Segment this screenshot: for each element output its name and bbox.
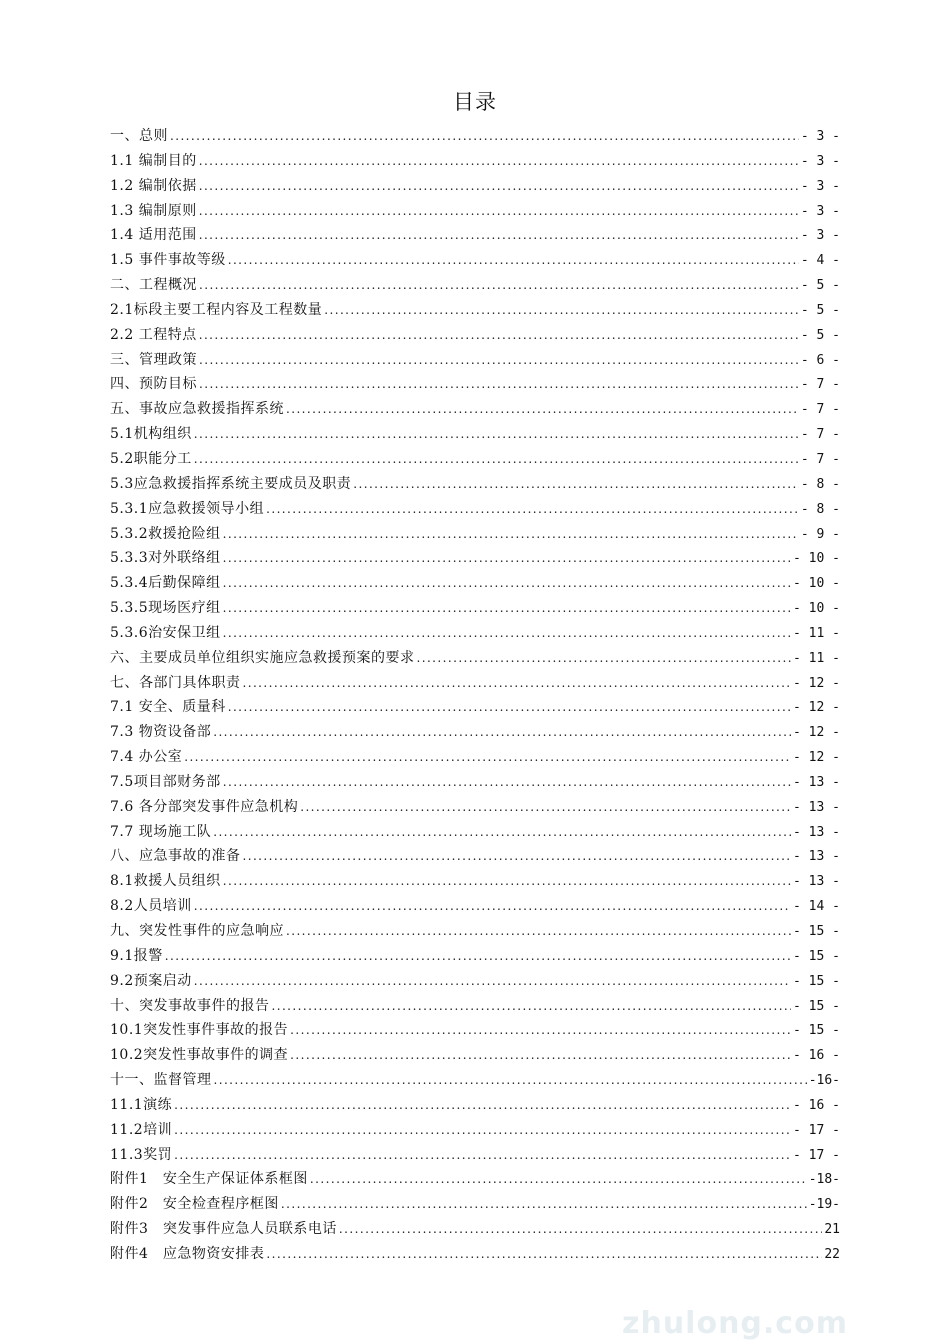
toc-dot-leader xyxy=(243,844,792,869)
toc-entry-label: 三、管理政策 xyxy=(110,351,197,368)
page-title: 目录 xyxy=(453,90,497,114)
toc-entry-page: - 7 - xyxy=(800,402,840,418)
toc-dot-leader xyxy=(266,497,799,522)
toc-entry-label: 八、应急事故的准备 xyxy=(110,848,241,865)
toc-entry-label: 5.3.2救援抢险组 xyxy=(110,525,221,542)
toc-entry-page: - 14 - xyxy=(793,899,840,915)
toc-dot-leader xyxy=(199,149,799,174)
toc-dot-leader xyxy=(339,1217,822,1242)
toc-entry[interactable] xyxy=(110,1242,840,1267)
toc-entry-page: - 10 - xyxy=(793,576,840,592)
toc-dot-leader xyxy=(310,1167,807,1192)
toc-entry[interactable] xyxy=(110,571,840,596)
toc-entry[interactable] xyxy=(110,869,840,894)
toc-entry[interactable] xyxy=(110,447,840,472)
toc-entry-label: 附件1 安全生产保证体系框图 xyxy=(110,1171,308,1188)
toc-entry-page: - 12 - xyxy=(793,675,840,691)
toc-dot-leader xyxy=(223,770,791,795)
toc-dot-leader xyxy=(214,1068,807,1093)
toc-entry-page: - 15 - xyxy=(793,973,840,989)
toc-entry-label: 1.2 编制依据 xyxy=(110,177,197,194)
toc-dot-leader xyxy=(223,571,791,596)
toc-dot-leader xyxy=(199,372,799,397)
toc-dot-leader xyxy=(174,1143,791,1168)
toc-entry-label: 2.1标段主要工程内容及工程数量 xyxy=(110,301,323,318)
toc-entry-page: - 5 - xyxy=(800,278,840,294)
toc-entry-page: - 4 - xyxy=(800,253,840,269)
toc-dot-leader xyxy=(194,969,791,994)
toc-entry-page: -19- xyxy=(808,1197,840,1213)
toc-entry-label: 10.1突发性事件事故的报告 xyxy=(110,1022,289,1039)
toc-entry[interactable] xyxy=(110,646,840,671)
toc-entry-label: 5.1机构组织 xyxy=(110,426,192,443)
toc-entry-label: 7.3 物资设备部 xyxy=(110,724,212,741)
toc-entry-page: - 3 - xyxy=(800,228,840,244)
toc-dot-leader xyxy=(353,472,799,497)
toc-dot-leader xyxy=(170,124,799,149)
toc-entry-label: 9.1报警 xyxy=(110,947,163,964)
toc-entry-page: - 15 - xyxy=(793,1023,840,1039)
toc-entry[interactable] xyxy=(110,1043,840,1068)
toc-entry-page: - 8 - xyxy=(800,501,840,517)
toc-entry[interactable] xyxy=(110,621,840,646)
toc-entry[interactable] xyxy=(110,348,840,373)
toc-entry-page: - 10 - xyxy=(793,551,840,567)
toc-entry-page: - 7 - xyxy=(800,377,840,393)
toc-entry-label: 1.3 编制原则 xyxy=(110,202,197,219)
toc-dot-leader xyxy=(223,869,791,894)
toc-dot-leader xyxy=(199,199,799,224)
toc-dot-leader xyxy=(223,546,791,571)
toc-entry-page: - 12 - xyxy=(793,700,840,716)
toc-entry-page: - 9 - xyxy=(800,526,840,542)
toc-entry-label: 5.3.5现场医疗组 xyxy=(110,600,221,617)
toc-entry-page: - 17 - xyxy=(793,1122,840,1138)
toc-dot-leader xyxy=(213,720,791,745)
toc-entry-label: 附件3 突发事件应急人员联系电话 xyxy=(110,1221,337,1238)
toc-dot-leader xyxy=(174,1093,791,1118)
toc-entry[interactable] xyxy=(110,894,840,919)
toc-entry-label: 5.3应急救援指挥系统主要成员及职责 xyxy=(110,475,352,492)
toc-entry-page: - 13 - xyxy=(793,849,840,865)
toc-entry-label: 1.5 事件事故等级 xyxy=(110,252,226,269)
toc-entry[interactable] xyxy=(110,720,840,745)
toc-entry-page: - 3 - xyxy=(800,129,840,144)
toc-entry[interactable] xyxy=(110,124,840,149)
toc-entry[interactable] xyxy=(110,397,840,422)
toc-entry[interactable] xyxy=(110,596,840,621)
toc-entry-label: 2.2 工程特点 xyxy=(110,326,197,343)
toc-entry-page: - 3 - xyxy=(800,153,840,169)
toc-dot-leader xyxy=(199,174,799,199)
toc-entry[interactable] xyxy=(110,522,840,547)
toc-dot-leader xyxy=(199,323,799,348)
toc-dot-leader xyxy=(290,1043,791,1068)
toc-entry-page: - 10 - xyxy=(793,601,840,617)
toc-entry[interactable] xyxy=(110,994,840,1019)
toc-entry-label: 四、预防目标 xyxy=(110,376,197,393)
toc-entry[interactable] xyxy=(110,546,840,571)
toc-entry-label: 11.1演练 xyxy=(110,1096,173,1113)
toc-entry[interactable] xyxy=(110,795,840,820)
toc-dot-leader xyxy=(290,1018,791,1043)
toc-dot-leader xyxy=(223,522,799,547)
toc-entry-page: - 15 - xyxy=(793,948,840,964)
toc-entry[interactable] xyxy=(110,199,840,224)
toc-dot-leader xyxy=(223,621,791,646)
toc-entry[interactable] xyxy=(110,944,840,969)
toc-dot-leader xyxy=(228,248,799,273)
toc-entry-label: 一、总则 xyxy=(110,128,168,144)
toc-dot-leader xyxy=(199,223,799,248)
toc-entry-label: 7.4 办公室 xyxy=(110,749,183,766)
toc-entry-page: - 12 - xyxy=(793,750,840,766)
toc-dot-leader xyxy=(286,397,799,422)
toc-dot-leader xyxy=(223,596,791,621)
toc-dot-leader xyxy=(174,1118,791,1143)
toc-entry[interactable] xyxy=(110,745,840,770)
toc-entry[interactable] xyxy=(110,1068,840,1093)
toc-dot-leader xyxy=(417,646,792,671)
toc-entry-label: 7.6 各分部突发事件应急机构 xyxy=(110,798,299,815)
toc-entry[interactable] xyxy=(110,1093,840,1118)
toc-entry[interactable] xyxy=(110,248,840,273)
toc-entry-page: - 8 - xyxy=(800,476,840,492)
toc-entry[interactable] xyxy=(110,1192,840,1217)
toc-entry-label: 七、各部门具体职责 xyxy=(110,674,241,691)
toc-entry[interactable] xyxy=(110,770,840,795)
toc-dot-leader xyxy=(281,1192,807,1217)
toc-entry[interactable] xyxy=(110,919,840,944)
toc-entry-label: 5.3.4后勤保障组 xyxy=(110,575,221,592)
toc-entry-label: 十一、监督管理 xyxy=(110,1072,212,1089)
toc-entry-label: 五、事故应急救援指挥系统 xyxy=(110,401,284,418)
toc-entry[interactable] xyxy=(110,1167,840,1192)
toc-entry-page: - 7 - xyxy=(800,427,840,443)
toc-entry-page: - 12 - xyxy=(793,725,840,741)
toc-entry[interactable] xyxy=(110,671,840,696)
toc-entry-label: 8.2人员培训 xyxy=(110,898,192,915)
toc-entry[interactable] xyxy=(110,422,840,447)
toc-dot-leader xyxy=(199,348,799,373)
toc-entry[interactable] xyxy=(110,149,840,174)
watermark: zhulong.com xyxy=(622,1306,848,1341)
toc-entry-page: - 6 - xyxy=(800,352,840,368)
toc-entry-page: - 11 - xyxy=(793,650,840,666)
toc-entry[interactable] xyxy=(110,969,840,994)
toc-entry-label: 11.3奖罚 xyxy=(110,1146,173,1163)
toc-entry-page: -18- xyxy=(808,1172,840,1188)
toc-dot-leader xyxy=(266,1242,822,1267)
toc-entry[interactable] xyxy=(110,323,840,348)
toc-dot-leader xyxy=(324,298,799,323)
toc-entry-label: 5.2职能分工 xyxy=(110,450,192,467)
toc-entry[interactable] xyxy=(110,372,840,397)
toc-entry-label: 九、突发性事件的应急响应 xyxy=(110,923,284,939)
toc-entry-label: 1.1 编制目的 xyxy=(110,152,197,169)
toc-entry[interactable] xyxy=(110,820,840,845)
toc-entry-page: - 5 - xyxy=(800,302,840,318)
toc-dot-leader xyxy=(213,820,791,845)
toc-entry[interactable] xyxy=(110,174,840,199)
toc-entry-label: 5.3.3对外联络组 xyxy=(110,550,221,567)
toc-entry-label: 二、工程概况 xyxy=(110,277,197,294)
toc-entry-label: 8.1救援人员组织 xyxy=(110,873,221,890)
toc-entry-page: - 13 - xyxy=(793,824,840,840)
toc-entry-page: - 7 - xyxy=(800,451,840,467)
toc-entry-label: 11.2培训 xyxy=(110,1121,173,1138)
toc-entry[interactable] xyxy=(110,472,840,497)
toc-entry[interactable] xyxy=(110,695,840,720)
toc-entry-page: - 3 - xyxy=(800,203,840,219)
toc-entry-page: - 16 - xyxy=(793,1048,840,1064)
toc-dot-leader xyxy=(300,795,791,820)
toc-entry-label: 六、主要成员单位组织实施应急救援预案的要求 xyxy=(110,649,415,666)
toc-entry-page: - 13 - xyxy=(793,874,840,890)
toc-dot-leader xyxy=(272,994,792,1019)
toc-entry-label: 附件4 应急物资安排表 xyxy=(110,1245,265,1262)
toc-dot-leader xyxy=(165,944,791,969)
toc-entry-page: 21 xyxy=(824,1222,840,1238)
toc-entry-label: 10.2突发性事故事件的调查 xyxy=(110,1047,289,1064)
toc-entry-page: - 13 - xyxy=(793,774,840,790)
toc-entry-label: 1.4 适用范围 xyxy=(110,227,197,244)
table-of-contents xyxy=(110,124,840,1267)
toc-dot-leader xyxy=(194,894,791,919)
toc-entry-page: - 13 - xyxy=(793,799,840,815)
toc-entry-page: - 15 - xyxy=(793,924,840,939)
toc-entry[interactable] xyxy=(110,1018,840,1043)
toc-entry-page: -16- xyxy=(808,1073,840,1089)
toc-entry-page: - 5 - xyxy=(800,327,840,343)
toc-entry-label: 7.1 安全、质量科 xyxy=(110,699,226,716)
toc-entry-label: 5.3.6治安保卫组 xyxy=(110,624,221,641)
toc-entry-page: - 16 - xyxy=(793,1097,840,1113)
toc-dot-leader xyxy=(184,745,791,770)
toc-entry-label: 7.7 现场施工队 xyxy=(110,823,212,840)
toc-dot-leader xyxy=(194,422,799,447)
toc-entry[interactable] xyxy=(110,298,840,323)
toc-entry-label: 十、突发事故事件的报告 xyxy=(110,997,270,1014)
toc-entry[interactable] xyxy=(110,1118,840,1143)
toc-dot-leader xyxy=(243,671,792,696)
toc-dot-leader xyxy=(194,447,799,472)
toc-entry-page: - 15 - xyxy=(793,998,840,1014)
toc-dot-leader xyxy=(199,273,799,298)
toc-entry-label: 7.5项目部财务部 xyxy=(110,773,221,790)
toc-entry-label: 5.3.1应急救援领导小组 xyxy=(110,500,265,517)
toc-entry[interactable] xyxy=(110,844,840,869)
toc-dot-leader xyxy=(286,919,791,944)
toc-entry[interactable] xyxy=(110,223,840,248)
toc-entry[interactable] xyxy=(110,273,840,298)
toc-entry-label: 9.2预案启动 xyxy=(110,972,192,989)
toc-dot-leader xyxy=(228,695,791,720)
toc-entry-page: 22 xyxy=(824,1246,840,1262)
toc-entry[interactable] xyxy=(110,497,840,522)
toc-entry-page: - 17 - xyxy=(793,1147,840,1163)
toc-entry-page: - 11 - xyxy=(793,625,840,641)
toc-entry-label: 附件2 安全检查程序框图 xyxy=(110,1196,279,1213)
toc-entry[interactable] xyxy=(110,1217,840,1242)
toc-entry-page: - 3 - xyxy=(800,178,840,194)
toc-entry[interactable] xyxy=(110,1143,840,1168)
